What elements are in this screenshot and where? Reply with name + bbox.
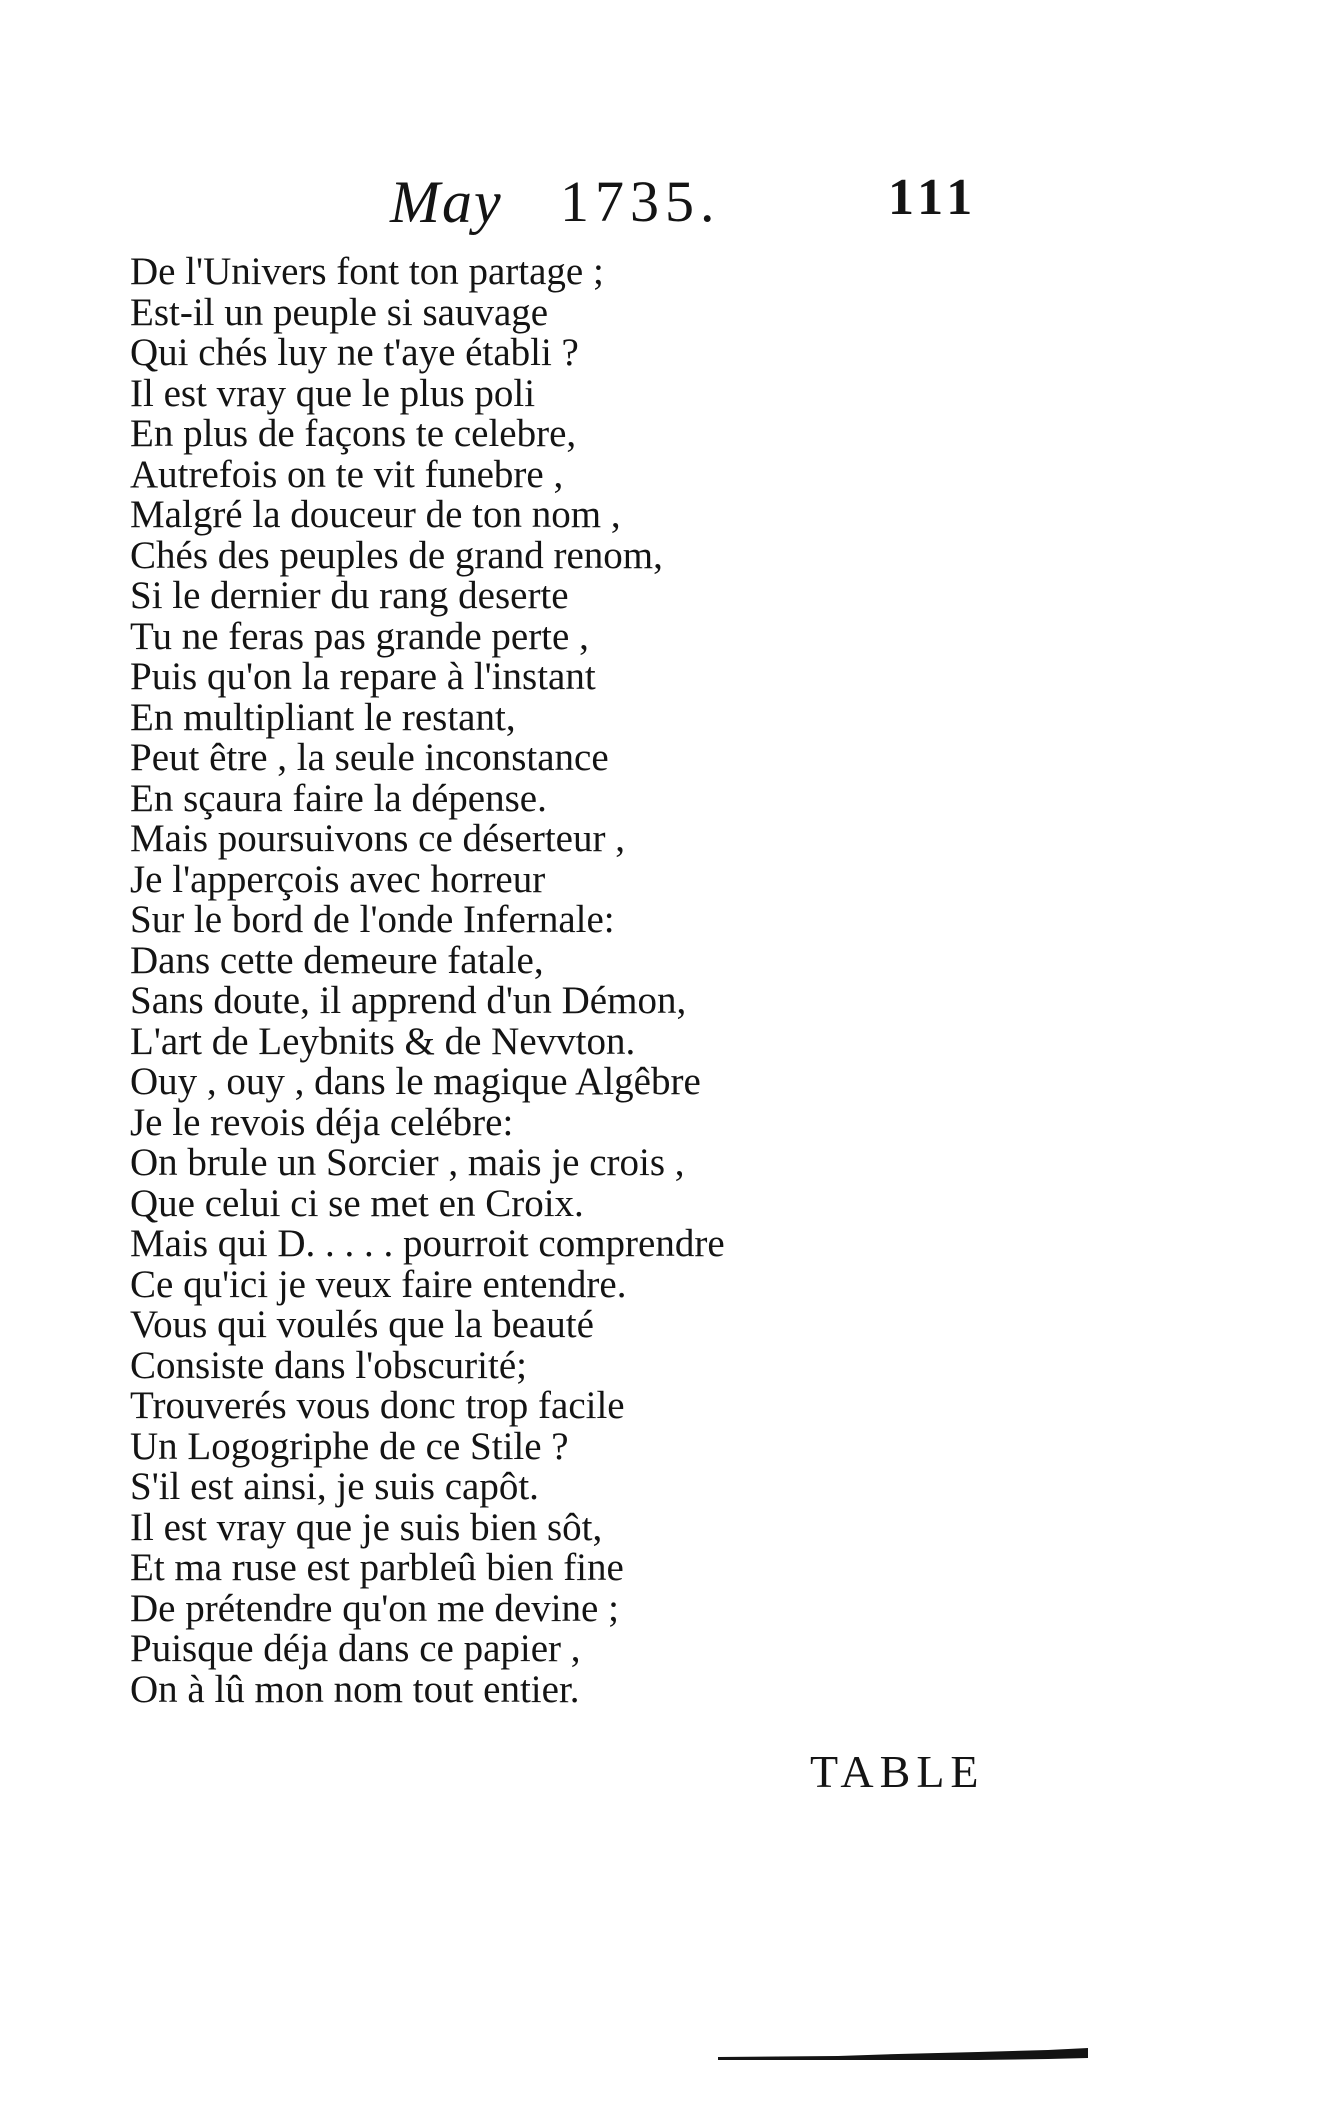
- page-edge-rule: [718, 2045, 1088, 2061]
- verse-line: Je le revois déja celébre:: [130, 1100, 514, 1144]
- verse-line: On à lû mon nom tout entier.: [130, 1667, 580, 1711]
- verse-line: Mais qui D. . . . . pourroit comprendre: [130, 1222, 725, 1265]
- running-head-title: May: [390, 169, 503, 235]
- verse-line: Sur le bord de l'onde Infernale:: [130, 898, 615, 941]
- verse-line: Tu ne feras pas grande perte ,: [130, 614, 589, 658]
- verse-line: Il est vray que je suis bien sôt,: [130, 1505, 603, 1549]
- verse-line: Puis qu'on la repare à l'instant: [130, 655, 596, 698]
- verse-line: Que celui ci se met en Croix.: [130, 1181, 584, 1225]
- verse-line: L'art de Leybnits & de Nevvton.: [130, 1019, 636, 1063]
- verse-line: Si le dernier du rang deserte: [130, 574, 569, 617]
- verse-line: En plus de façons te celebre,: [130, 412, 577, 455]
- verse-line: Chés des peuples de grand renom,: [130, 533, 663, 577]
- verse-line: Et ma ruse est parbleû bien fine: [130, 1546, 624, 1589]
- verse-line: Malgré la douceur de ton nom ,: [130, 493, 621, 536]
- running-head: [0, 168, 1324, 248]
- verse-line: Peut être , la seule inconstance: [130, 736, 609, 779]
- verse-line: Ce qu'ici je veux faire entendre.: [130, 1262, 627, 1306]
- verse-line: En multipliant le restant,: [130, 695, 516, 739]
- verse-line: Puisque déja dans ce papier ,: [130, 1627, 581, 1670]
- verse-line: De prétendre qu'on me devine ;: [130, 1586, 619, 1630]
- verse-line: On brule un Sorcier , mais je crois ,: [130, 1141, 685, 1184]
- verse-line: En sçaura faire la dépense.: [130, 776, 547, 820]
- verse-line: De l'Univers font ton partage ;: [130, 250, 604, 293]
- page-number: 111: [888, 169, 979, 226]
- verse-line: Sans doute, il apprend d'un Démon,: [130, 979, 687, 1022]
- verse-line: Consiste dans l'obscurité;: [130, 1343, 527, 1387]
- verse-line: Vous qui voulés que la beauté: [130, 1303, 594, 1346]
- verse-line: S'il est ainsi, je suis capôt.: [130, 1465, 539, 1508]
- verse-line: Mais poursuivons ce déserteur ,: [130, 817, 625, 860]
- verse-line: Il est vray que le plus poli: [130, 371, 536, 415]
- verse-body: [130, 252, 1030, 1710]
- verse-line: Je l'apperçois avec horreur: [130, 857, 546, 901]
- running-head-year: 1735.: [560, 169, 721, 234]
- verse-line: Est-il un peuple si sauvage: [130, 290, 549, 334]
- verse-line: Qui chés luy ne t'aye établi ?: [130, 331, 579, 374]
- verse-line: Ouy , ouy , dans le magique Algêbre: [130, 1060, 701, 1103]
- catchword: TABLE: [810, 1746, 985, 1797]
- verse-line: Dans cette demeure fatale,: [130, 938, 544, 982]
- verse-line: Un Logogriphe de ce Stile ?: [130, 1424, 569, 1468]
- verse-line: Trouverés vous donc trop facile: [130, 1384, 625, 1427]
- verse-line: Autrefois on te vit funebre ,: [130, 452, 564, 496]
